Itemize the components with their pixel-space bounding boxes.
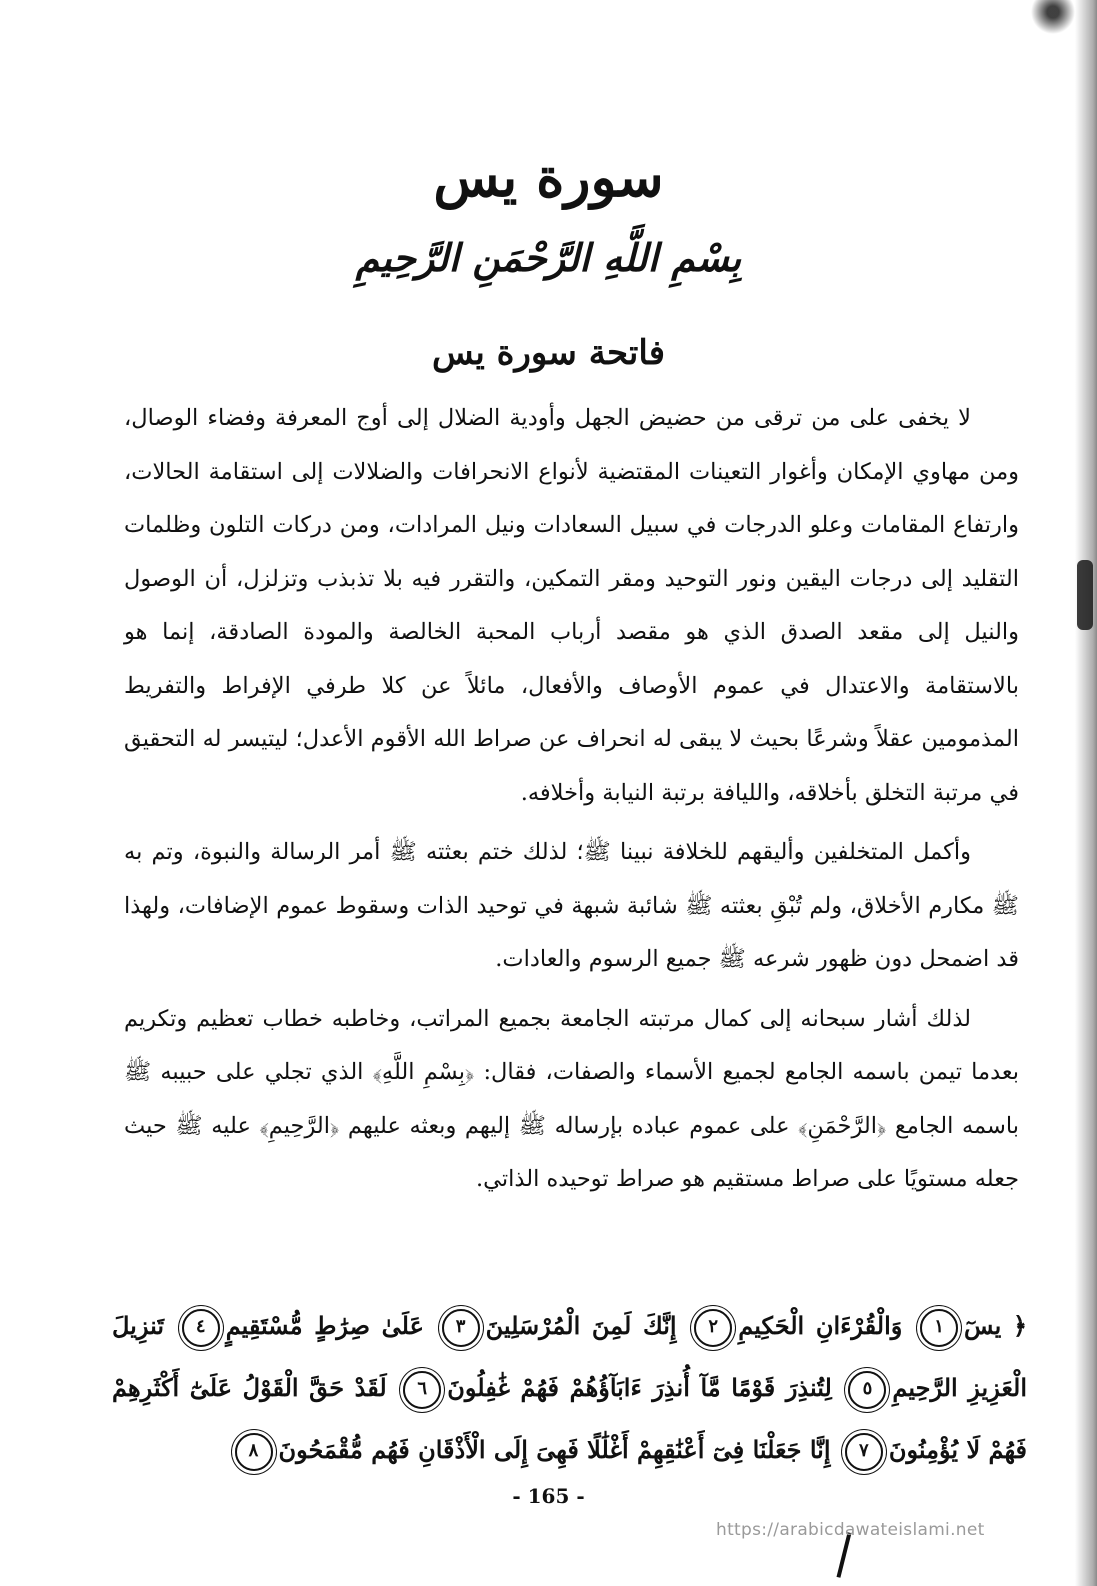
commentary-body [124,392,1019,1207]
verse-text: وَالْقُرْءَانِ الْحَكِيمِ [738,1311,903,1340]
commentary-paragraph: لا يخفى على من ترقى من حضيض الجهل وأودية الضلال إلى أوج المعرفة وفضاء الوصال، ومن مهاوي الإمكان وأغوار التعينات المقتضية لأنواع الانحرافات والضلالات إلى استقامة الحالات، وارتفاع المقامات وعلو الدرجات في سبيل السعادات ونيل المرادات، ومن دركات التلون وظلمات التقليد إلى درجات اليقين ونور التوحيد ومقر التمكين، والتقرر فيه بلا تذبذب وتزلزل، أن الوصول والنيل إلى مقعد الصدق الذي هو مقصد أرباب المحبة الخالصة والمودة الصادقة، إنما هو بالاستقامة والاعتدال في عموم الأوصاف والأفعال، مائلاً عن كلا طرفي الإفراط والتفريط المذمومين عقلاً وشرعًا بحيث لا يبقى له انحراف عن صراط الله الأقوم الأعدل؛ ليتيسر له التحقيق في مرتبة التخلق بأخلاقه، والليافة برتبة النيابة وأخلافه. [124,405,1019,806]
section-subtitle: فاتحة سورة يس [431,333,666,373]
ayah-number-marker: ٢ [694,1309,732,1347]
page-number: - 165 - [512,1484,585,1508]
commentary-paragraph: وأكمل المتخلفين وأليقهم للخلافة نبينا ﷺ؛ لذلك ختم بعثته ﷺ أمر الرسالة والنبوة، وتم به ﷺ مكارم الأخلاق، ولم تُبْقِ بعثته ﷺ شائبة شبهة في توحيد الذات وسقوط عموم الإضافات، ولهذا قد اضمحل دون ظهور شرعه ﷺ جميع الرسوم والعادات. [124,839,1019,972]
verse-text: ﴿ يسٓ [964,1311,1028,1340]
scan-speck [1017,0,1077,40]
ayah-number-marker: ٨ [235,1433,273,1471]
verse-text: عَلَىٰ صِرَٰطٍ مُّسْتَقِيمٍ [225,1311,424,1340]
ayah-number-marker: ٦ [403,1371,441,1409]
watermark-url: https://arabicdawateislami.net [716,1520,985,1540]
ayah-number-marker: ١ [920,1309,958,1347]
verse-text: لَقَدْ حَقَّ الْقَوْلُ عَلَىٰٓ أَكْثَرِهِمْ فَهُمْ لَا يُؤْمِنُونَ [112,1373,1027,1464]
quran-verses [112,1295,1027,1481]
basmala-calligraphy: بِسْمِ اللَّهِ الرَّحْمَنِ الرَّحِيمِ [355,235,742,280]
ayah-number-marker: ٣ [442,1309,480,1347]
ayah-number-marker: ٧ [845,1433,883,1471]
verse-text: إِنَّا جَعَلْنَا فِىٓ أَعْنَٰقِهِمْ أَغْلَٰلًا فَهِىَ إِلَى الْأَذْقَانِ فَهُم مُّقْمَحُونَ [278,1435,831,1464]
verse-text: إِنَّكَ لَمِنَ الْمُرْسَلِينَ [485,1311,677,1340]
verse-text: تَنزِيلَ الْعَزِيزِ الرَّحِيمِ [112,1311,1028,1402]
surah-title: سورة يس [433,145,664,209]
scan-speck [1077,560,1093,630]
ayah-number-marker: ٤ [182,1309,220,1347]
ayah-number-marker: ٥ [848,1371,886,1409]
commentary-paragraph: لذلك أشار سبحانه إلى كمال مرتبته الجامعة بجميع المراتب، وخاطبه خطاب تعظيم وتكريم بعدما تيمن باسمه الجامع لجميع الأسماء والصفات، فقال: ﴿بِسْمِ اللَّهِ﴾ الذي تجلي على حبيبه ﷺ باسمه الجامع ﴿الرَّحْمَنِ﴾ على عموم عباده بإرساله ﷺ إليهم وبعثه عليهم ﴿الرَّحِيمِ﴾ عليه ﷺ حيث جعله مستويًا على صراط مستقيم هو صراط توحيده الذاتي. [124,1005,1019,1192]
verse-text: لِتُنذِرَ قَوْمًا مَّآ أُنذِرَ ءَابَآؤُهُمْ فَهُمْ غَٰفِلُونَ [447,1373,832,1402]
